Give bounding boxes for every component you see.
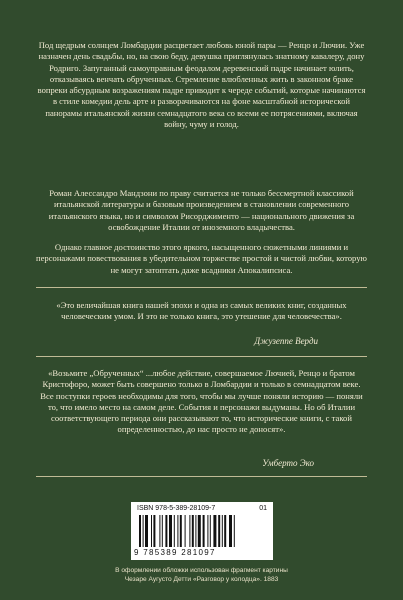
barcode-bar (177, 515, 178, 547)
barcode-bar (145, 515, 148, 547)
isbn-line (137, 505, 267, 512)
quote-verdi (36, 300, 367, 323)
barcode-bar (169, 515, 172, 547)
barcode-bar (180, 515, 182, 547)
quote-text: «Возьмите „Обрученных“ ...любое действие, совершаемое Лючией, Ренцо и братом Кристофоро, может быть совершено только в Ломбардии и только в семнадцатом веке. Все поступки героев необходимы для того, чтобы мы лучше поняли историю — поняли то, что имело место на самом деле. События и персонажи выдуманы. Но об Италии соответствующего периода они рассказывают то, что исторические книги, с такой определенностью, до нас просто не доносят». (40, 368, 363, 435)
barcode-bar (174, 515, 175, 547)
isbn-number: ISBN 978-5-389-28109-7 (137, 505, 216, 512)
barcode-bar (151, 515, 152, 547)
synopsis-paragraph-2 (36, 188, 367, 233)
barcode-digits: 9 785389 281097 (134, 548, 216, 557)
quote-author-verdi: Джузеппе Верди (254, 336, 318, 346)
barcode-bar (153, 515, 155, 547)
barcode-bar (213, 515, 216, 547)
barcode-bar (222, 515, 223, 547)
barcode-bar (210, 515, 211, 547)
barcode-bar (207, 515, 208, 547)
divider (36, 287, 367, 288)
cover-credit (40, 566, 363, 584)
quote-text: «Это величайшая книга нашей эпохи и одна из самых великих книг, созданных человеческим умом. И это не только книга, это утешение для человечества». (56, 300, 347, 322)
synopsis-text-1: Под щедрым солнцем Ломбардии расцветает любовь юной пары — Ренцо и Лючии. Уже назначен день свадьбы, но, на свою беду, девушка приглянулась знатному кавалеру, дону Родриго. Запуганный самоуправным феодалом деревенский падре начинает юлить, отказываясь венчать обрученных. Стремление влюбленных жить в законном браке вопреки абсурдным возражениям падре приводит к череде событий, которые начинаются в стиле комедии дель арте и разворачиваются на фоне масштабной исторической панорамы итальянской жизни семнадцатого века со всеми ее потрясениями, включая войну, чуму и голод. (37, 40, 366, 130)
barcode-bar (189, 515, 190, 547)
barcode-bar (165, 515, 167, 547)
divider (36, 476, 367, 477)
barcode-bar (224, 515, 226, 547)
barcode-bar (185, 515, 186, 547)
quote-author-eco: Умберто Эко (262, 458, 314, 468)
barcode (131, 502, 273, 560)
barcode-bar (198, 515, 201, 547)
barcode-bar (229, 515, 232, 547)
barcode-bar (162, 515, 163, 547)
synopsis-paragraph-3 (36, 242, 367, 276)
barcode-bar (218, 515, 220, 547)
barcode-bar (203, 515, 205, 547)
barcode-bar (143, 515, 144, 547)
barcode-bar (139, 515, 141, 547)
divider (36, 356, 367, 357)
quote-eco (36, 368, 367, 436)
synopsis-text-3: Однако главное достоинство этого яркого, насыщенного сюжетными линиями и персонажами повествования в убедительном торжестве простой и чистой любви, которую не могут затоптать даже всадники Апокалипсиса. (36, 242, 367, 275)
synopsis-paragraph-1 (36, 40, 367, 130)
barcode-bar (195, 515, 196, 547)
barcode-bar (234, 515, 235, 547)
synopsis-text-2: Роман Алессандро Мандзони по праву считается не только бессмертной классикой итальянской литературы и базовым произведением в становлении современного итальянского языка, но и символом Рисорджименто — национального движения за освобождение Италии от иноземного владычества. (48, 188, 355, 232)
barcode-bar (159, 515, 160, 547)
credit-line-1: В оформлении обложки использован фрагмент картины (115, 567, 288, 574)
barcode-bars (139, 515, 265, 547)
barcode-bar (192, 515, 194, 547)
credit-line-2: Чезаре Аугусто Детти «Разговор у колодца». 1883 (124, 576, 279, 583)
isbn-addon: 01 (259, 505, 267, 512)
